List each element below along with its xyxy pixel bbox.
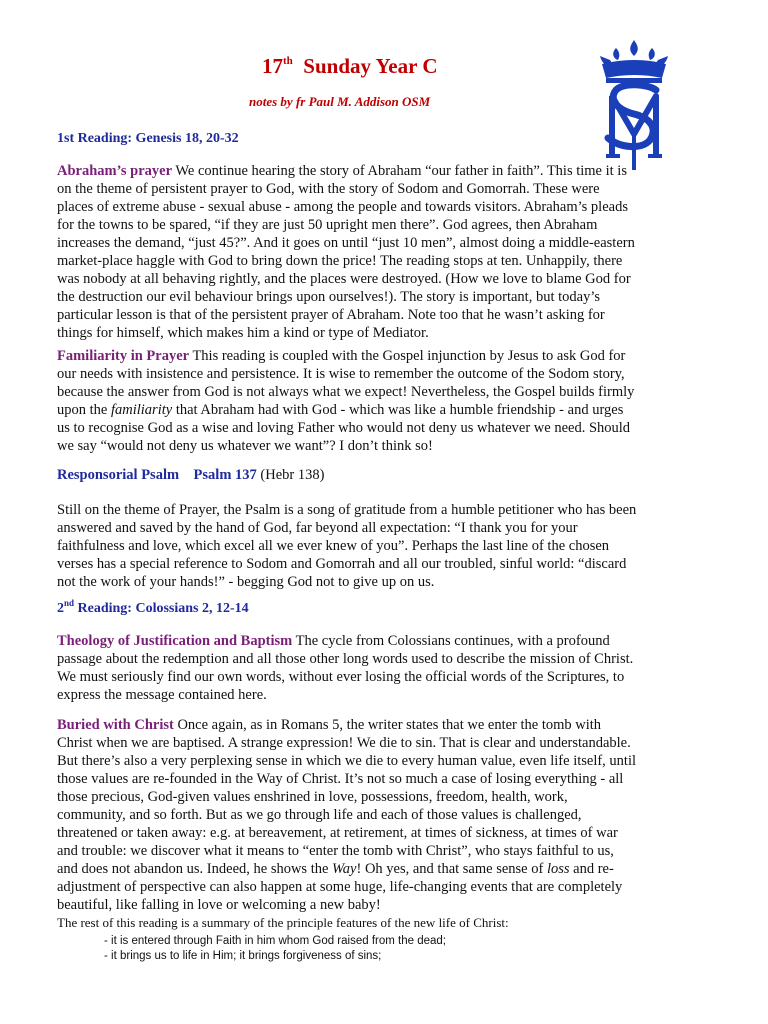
paragraph-text: and re-adjustment of perspective can also happen at some huge, life-changing events that are completely beautiful, like falling in love or welcoming a new baby! xyxy=(57,861,623,913)
psalm-heading xyxy=(57,466,637,484)
paragraph-heading: Familiarity in Prayer xyxy=(57,348,190,364)
title-text: Sunday Year C xyxy=(303,54,438,78)
page-title xyxy=(262,54,437,79)
paragraph-text: This reading is coupled with the Gospel injunction by Jesus to ask God for our needs with insistence and persistence. It is wise to remember the outcome of the Sodom story, because the answer from God is not always what we expect! Nevertheless, the Gospel builds firmly upon the xyxy=(57,348,635,418)
paragraph-heading: Theology of Justification and Baptism xyxy=(57,633,293,649)
paragraph-heading: Abraham’s prayer xyxy=(57,163,173,179)
reading-2-text: Reading: Colossians 2, 12-14 xyxy=(74,601,249,616)
title-superscript: th xyxy=(283,55,293,67)
paragraph-text: Once again, as in Romans 5, the writer states that we enter the tomb with Christ when we are baptised. A strange expression! We die to sin. That is clear and understandable. But there’s also a very perplexing sense in which we die to every human value, even life itself, until those values are re-founded in the Way of Christ. It’s not so much a case of losing everything - all those precious, God-given values enshrined in love, possessions, freedom, health, work, community, and so forth. But as we go through life and each of those values is challenged, threatened or taken away: e.g. at bereavement, at retirement, at times of sickness, at times of war and trouble: we discover what it means to “enter the tomb with Christ”, who stays faithful to us, and does not abandon us. Indeed, he shows the xyxy=(57,717,637,877)
title-number: 17 xyxy=(262,54,283,78)
paragraph-italic: familiarity xyxy=(110,402,173,418)
paragraph-heading: Buried with Christ xyxy=(57,717,174,733)
paragraph-italic: Way xyxy=(332,861,357,877)
paragraph-italic: loss xyxy=(546,861,570,877)
summary-list-item: - it brings us to life in Him; it brings forgiveness of sins; xyxy=(104,950,382,962)
summary-intro: The rest of this reading is a summary of the principle features of the new life of Christ: xyxy=(57,915,509,930)
psalm-hebrew: (Hebr 138) xyxy=(256,467,325,483)
paragraph-psalm: Still on the theme of Prayer, the Psalm is a song of gratitude from a humble petitioner who has been answered and saved by the hand of God, far beyond all expectation: “I thank you for your faithfulness and love, which excel all we ever knew of you”. Perhaps the last line of the chosen verses has a special reference to Sodom and Gomorrah and all our troubled, sinful world: “discard not the work of your hands!” - begging God not to give up on us. xyxy=(57,502,637,590)
paragraph-abrahams-prayer xyxy=(57,162,637,342)
reading-2-heading xyxy=(57,598,249,617)
paragraph-text: We continue hearing the story of Abraham “our father in faith”. This time it is on the theme of persistent prayer to God, with the story of Sodom and Gomorrah. These were places of extreme abuse - sexual abuse - among the people and towards visitors. Abraham’s pleads for the towns to be spared, “if they are just 50 upright men there”. God agrees, then Abraham increases the demand, “just 45?”. And it goes on until “just 10 men”, almost doing a middle-eastern market-place haggle with God to bring down the price! The reading stops at ten. Unhappily, there was nobody at all behaving rightly, and the places were destroyed. (How we love to blame God for the destruction our evil behaviour brings upon ourselves!). The story is important, but today’s particular lesson is that of the persistent prayer of Abraham. Note too that he wasn’t asking for things for himself, which makes him a kind or type of Mediator. xyxy=(57,163,635,341)
paragraph-text: The cycle from Colossians continues, with a profound passage about the redemption and all those other long words used to describe the mission of Christ. We must seriously find our own words, without ever losing the official words of the Scriptures, to express the message contained here. xyxy=(57,633,634,703)
psalm-label: Responsorial Psalm xyxy=(57,467,180,483)
page-subtitle: notes by fr Paul M. Addison OSM xyxy=(249,94,431,109)
paragraph-theology xyxy=(57,632,637,704)
reading-2-number: 2 xyxy=(57,601,64,616)
paragraph-buried-with-christ xyxy=(57,716,637,914)
paragraph-familiarity-in-prayer xyxy=(57,347,637,455)
paragraph-text: that Abraham had with God - which was like a humble friendship - and urges us to recognise God as a wise and loving Father who would not deny us whatever we need. Should we say “would not deny us whatever we want”? I don’t think so! xyxy=(57,402,631,454)
reading-1-heading: 1st Reading: Genesis 18, 20-32 xyxy=(57,131,239,146)
paragraph-text: ! Oh yes, and that same sense of xyxy=(356,861,547,877)
reading-2-superscript: nd xyxy=(64,598,75,608)
summary-list-item: - it is entered through Faith in him whom God raised from the dead; xyxy=(104,935,446,947)
crown-monogram-icon xyxy=(586,38,682,173)
psalm-number: Psalm 137 xyxy=(193,467,257,483)
